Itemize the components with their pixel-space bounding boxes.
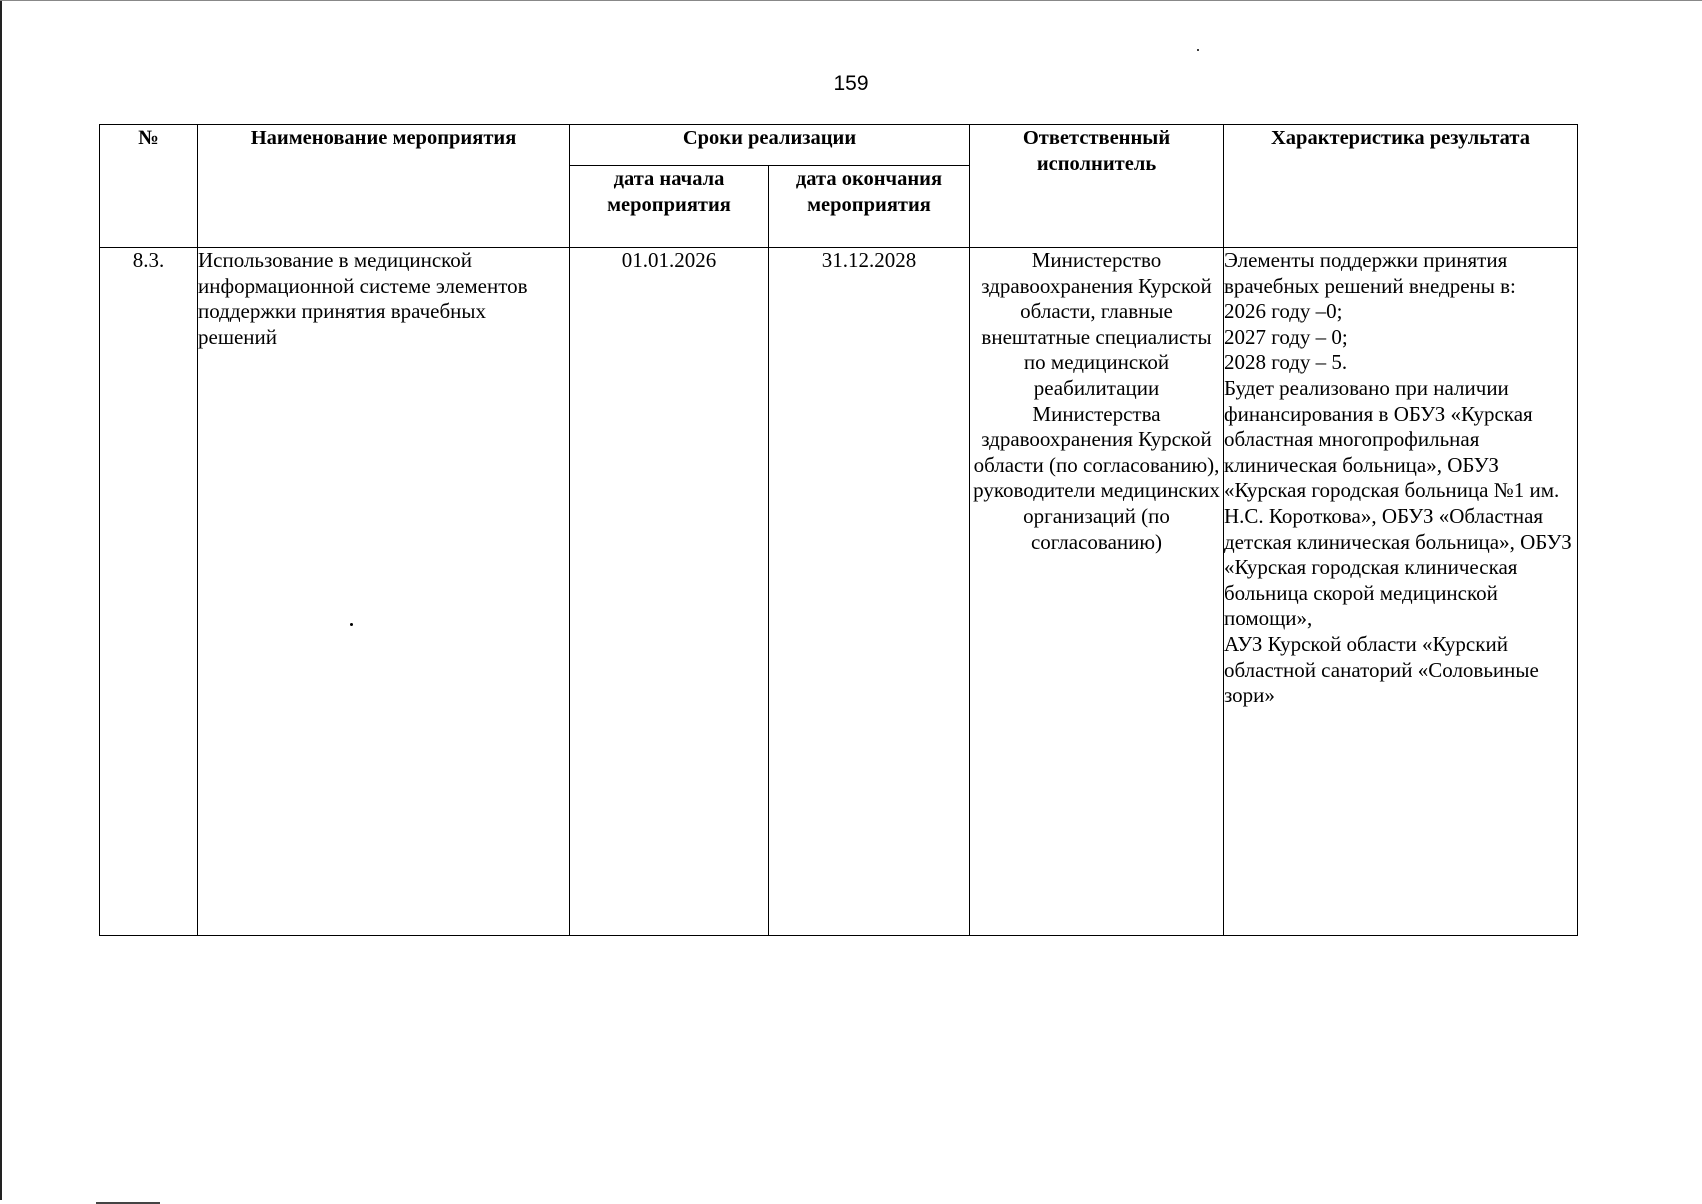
- header-start-date: дата начала мероприятия: [570, 166, 769, 248]
- table-row: [100, 248, 1578, 936]
- row-activity-name: Использование в медицинской информационной системе элементов поддержки принятия врачебных решений: [198, 248, 570, 936]
- row-result: Элементы поддержки принятия врачебных решений внедрены в: 2026 году –0; 2027 году – 0; 2028 году – 5. Будет реализовано при наличии финансирования в ОБУЗ «Курская областная многопрофильная клиническая больница», ОБУЗ «Курская городская больница №1 им. Н.С. Короткова», ОБУЗ «Областная детская клиническая больница», ОБУЗ «Курская городская клиническая больница скорой медицинской помощи», АУЗ Курской области «Курский областной санаторий «Соловьиные зори»: [1224, 248, 1578, 936]
- page-number: 159: [833, 72, 869, 95]
- scan-edge-top: [0, 0, 1702, 1]
- header-implementation-period: Сроки реализации: [570, 125, 970, 166]
- header-activity-name: Наименование мероприятия: [198, 125, 570, 248]
- activities-table: [99, 124, 1578, 936]
- scan-speck: [1197, 49, 1199, 51]
- scan-edge: [0, 0, 2, 1200]
- row-responsible: Министерство здравоохранения Курской области, главные внештатные специалисты по медицинской реабилитации Министерства здравоохранения Курской области (по согласованию), руководители медицинских организаций (по согласованию): [970, 248, 1224, 936]
- header-end-date: дата окончания мероприятия: [769, 166, 970, 248]
- header-responsible: Ответственный исполнитель: [970, 125, 1224, 248]
- row-end-date: 31.12.2028: [769, 248, 970, 936]
- row-start-date: 01.01.2026: [570, 248, 769, 936]
- header-number: №: [100, 125, 198, 248]
- scan-speck: [350, 623, 353, 626]
- header-result: Характеристика результата: [1224, 125, 1578, 248]
- row-number: 8.3.: [100, 248, 198, 936]
- table-header-row: [100, 125, 1578, 166]
